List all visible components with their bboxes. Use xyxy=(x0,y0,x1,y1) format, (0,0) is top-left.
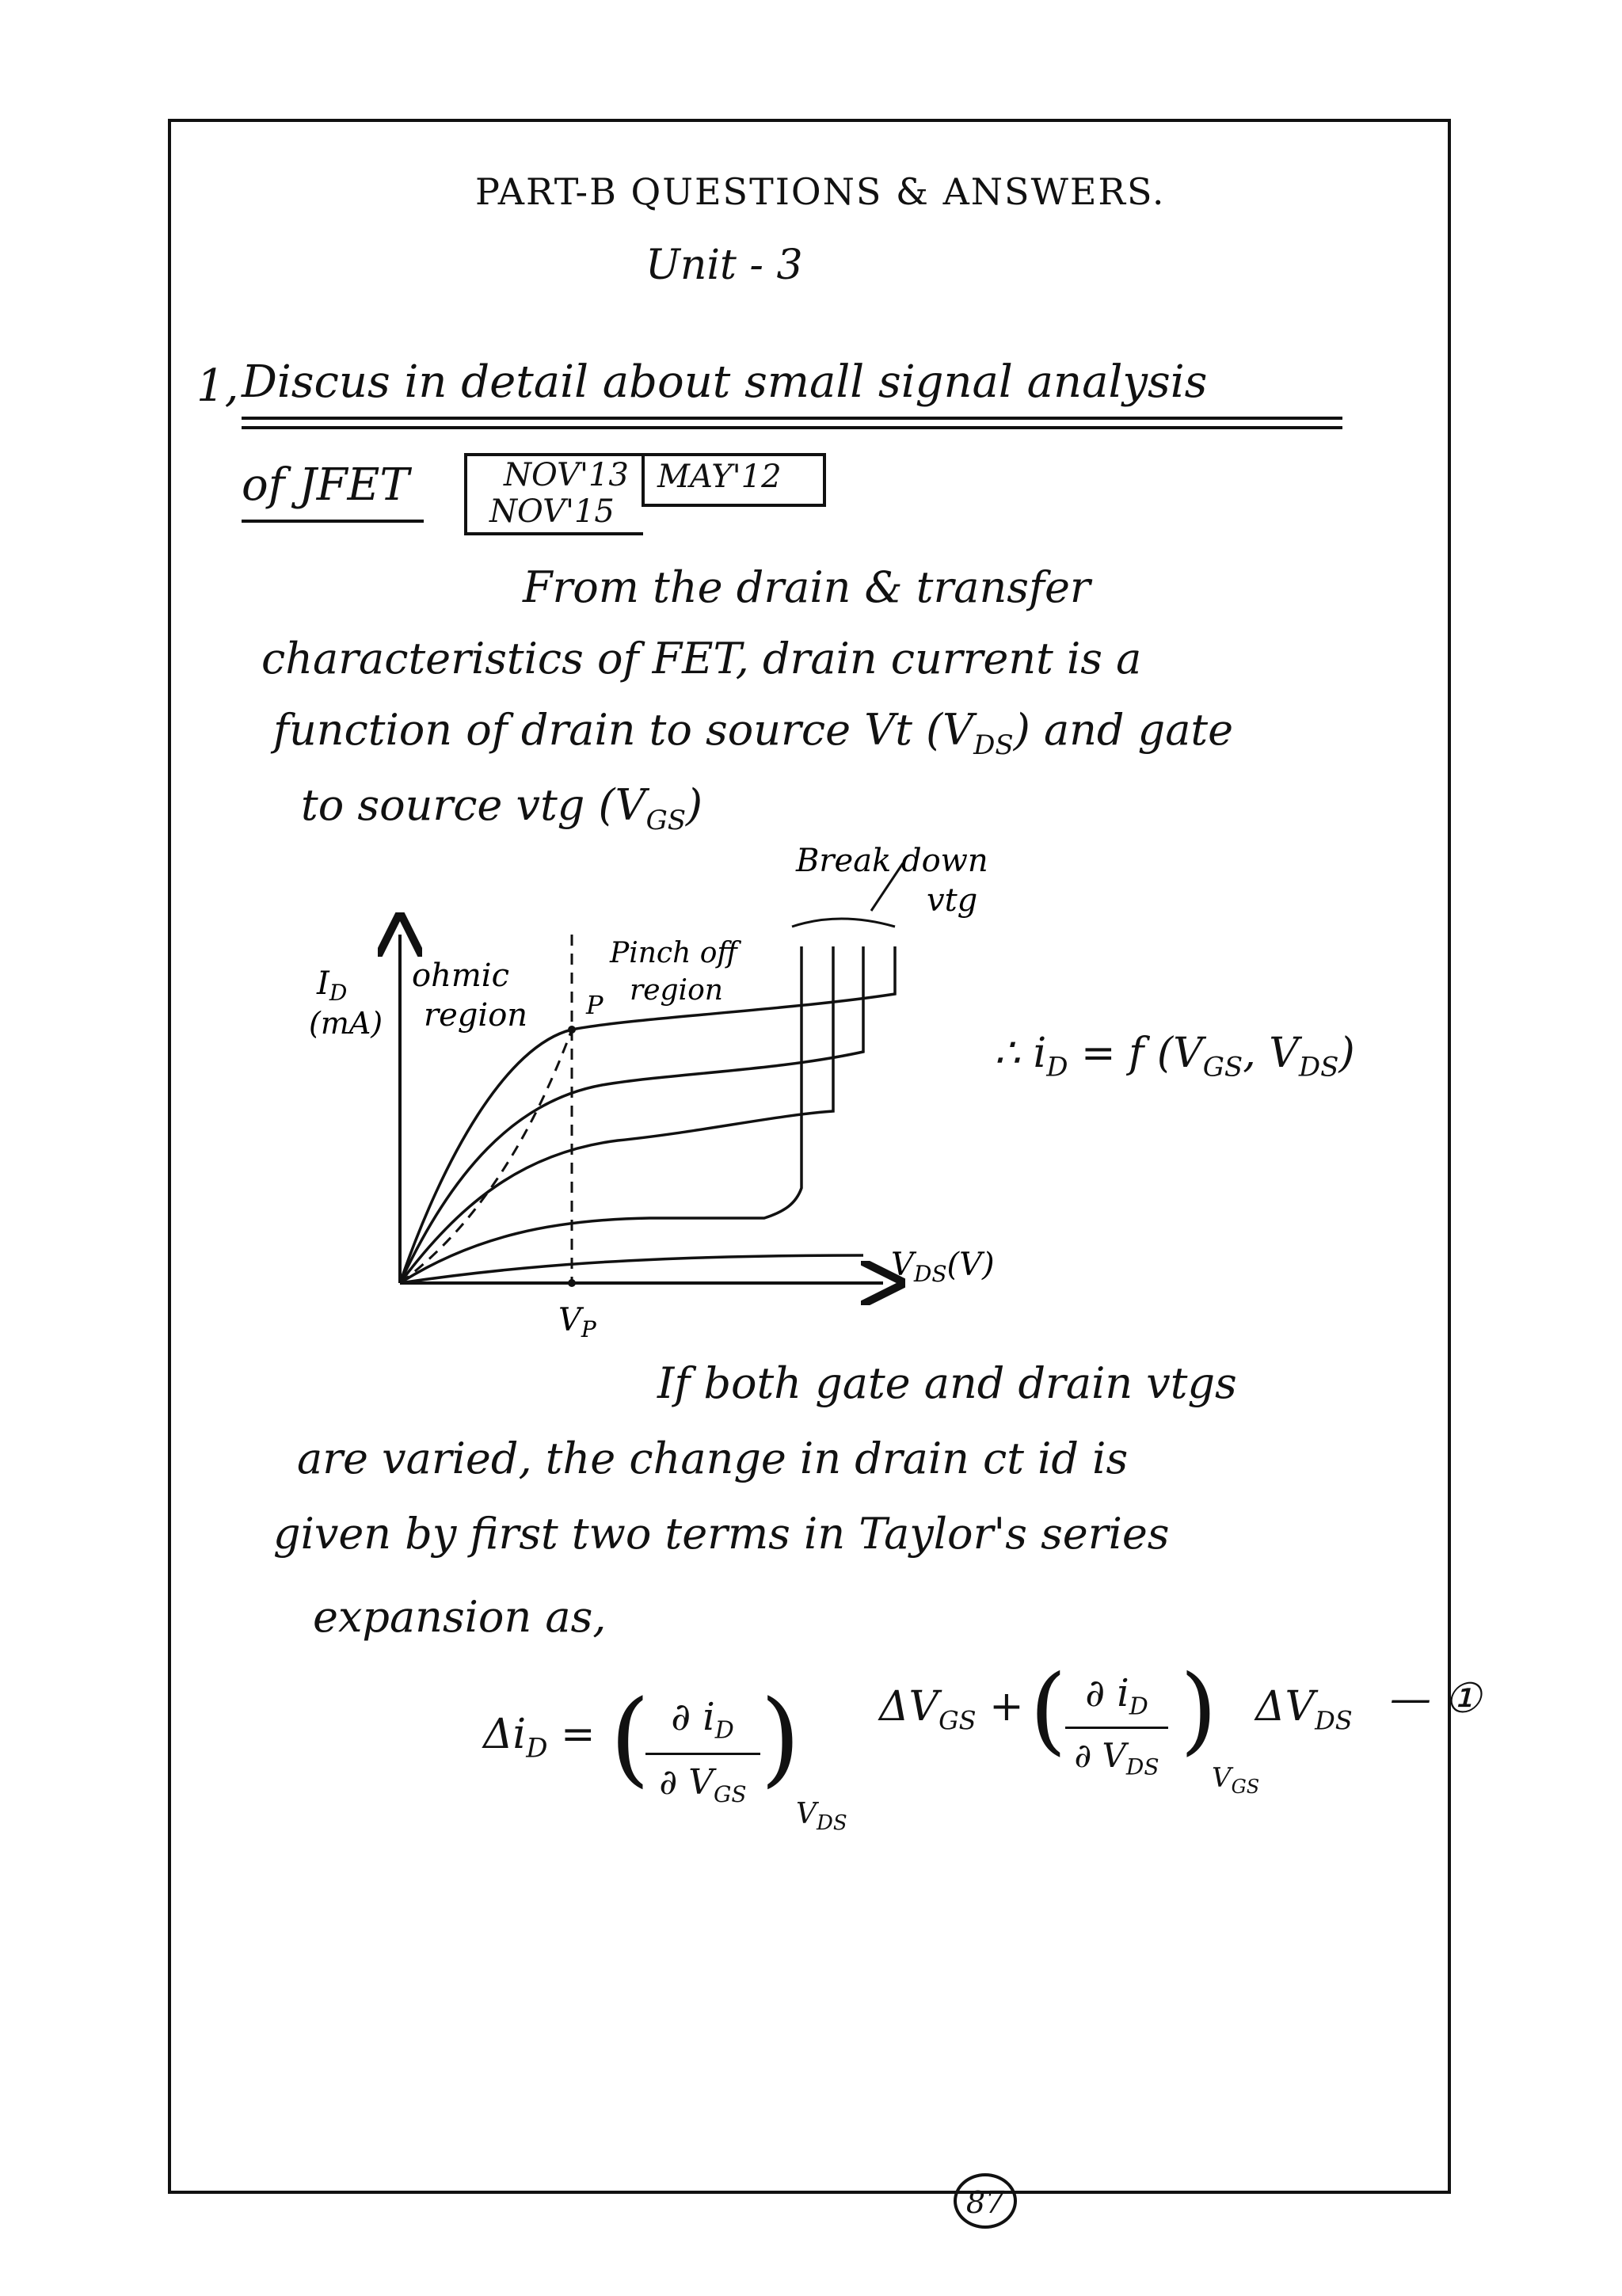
question-number: 1, xyxy=(196,360,239,412)
paren-open-1: ( xyxy=(610,1677,650,1798)
fraction-1-denominator: ∂ $V_{GS}$ xyxy=(659,1762,747,1807)
pinch-point-label: P xyxy=(586,990,603,1020)
exam-tag-nov13: NOV'13 xyxy=(504,457,629,493)
held-constant-1: $V_{DS}$ xyxy=(796,1798,847,1836)
pinch-label-2: region xyxy=(630,974,723,1007)
held-constant-2: $V_{GS}$ xyxy=(1212,1762,1260,1798)
breakdown-brace xyxy=(792,919,895,927)
page-number: 87 xyxy=(954,2173,1017,2229)
paragraph-2-line-3: given by first two terms in Taylor's series xyxy=(273,1509,1170,1559)
breakdown-label-2: vtg xyxy=(927,882,978,919)
question-line-1: Discus in detail about small signal analysis xyxy=(242,356,1208,408)
delta-vgs-term: $\Delta V_{GS}$ + xyxy=(879,1683,1024,1736)
fraction-1-bar xyxy=(645,1753,760,1755)
paragraph-2-line-4: expansion as, xyxy=(313,1592,607,1642)
y-label-unit: (mA) xyxy=(309,1006,383,1041)
ohmic-label-1: ohmic xyxy=(412,958,509,994)
pinch-label-1: Pinch off xyxy=(610,937,737,969)
paren-close-2: ) xyxy=(1180,1655,1217,1765)
y-label-id: $I_D$ xyxy=(317,965,348,1006)
pinch-off-locus xyxy=(400,1030,572,1283)
paragraph-1-line-2: characteristics of FET, drain current is a xyxy=(261,634,1142,683)
page-title: PART-B QUESTIONS & ANSWERS. xyxy=(475,170,1166,213)
paragraph-1-line-1: From the drain & transfer xyxy=(523,562,1091,612)
id-function-relation: ∴ $i_D = f$ ($V_{GS}$, $V_{DS}$) xyxy=(994,1030,1355,1083)
pinch-point-dot xyxy=(568,1026,576,1034)
vp-label: $V_P$ xyxy=(558,1302,596,1342)
paren-close-1: ) xyxy=(760,1677,801,1798)
paragraph-1-line-4: to source vtg $(V_{GS})$ xyxy=(301,780,703,836)
paragraph-2-line-2: are varied, the change in drain ct id is xyxy=(297,1434,1129,1483)
exam-tag-may12: MAY'12 xyxy=(657,459,782,495)
delta-vds-term: $\Delta V_{DS}$ xyxy=(1255,1683,1353,1736)
question-line-2: of JFET xyxy=(242,459,409,511)
paragraph-1-line-3: function of drain to source Vt $(V_{DS})$ and gate xyxy=(273,705,1234,761)
fraction-2-denominator: ∂ $V_{DS}$ xyxy=(1074,1736,1159,1780)
fraction-2-numerator: ∂ $i_D$ xyxy=(1085,1671,1148,1721)
exam-tag-nov15: NOV'15 xyxy=(489,493,615,530)
curve-5 xyxy=(400,1255,863,1283)
unit-heading: Unit - 3 xyxy=(645,242,803,289)
paragraph-2-line-1: If both gate and drain vtgs xyxy=(657,1358,1237,1408)
vp-dot xyxy=(568,1279,576,1287)
equation-number: — ① xyxy=(1390,1675,1482,1723)
ohmic-label-2: region xyxy=(424,997,528,1034)
x-axis-label: $V_{DS}(V)$ xyxy=(891,1247,995,1287)
fraction-2-bar xyxy=(1065,1727,1168,1729)
breakdown-label-1: Break down xyxy=(796,843,988,879)
paren-open-2: ( xyxy=(1030,1655,1067,1765)
equation-lhs: $\Delta i_D$ = xyxy=(483,1711,596,1765)
fraction-1-numerator: ∂ $i_D$ xyxy=(671,1695,734,1745)
